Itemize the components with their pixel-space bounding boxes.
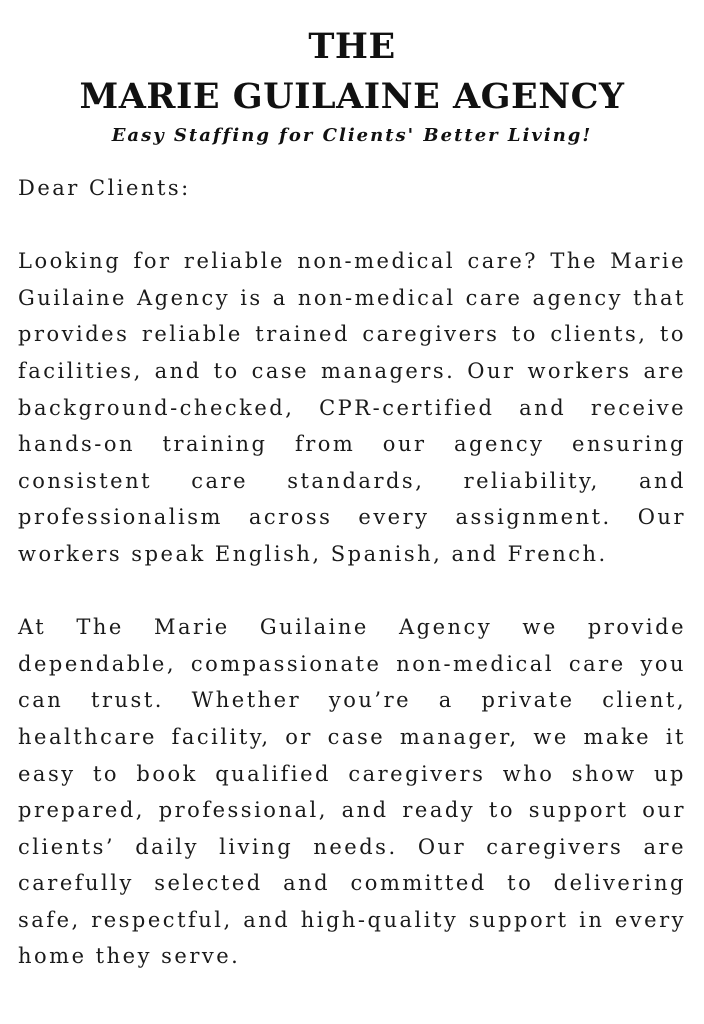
paragraph-intro: Looking for reliable non-medical care? The Marie Guilaine Agency is a non-medical care agency that provides reliable trained caregivers to clients, to facilities, and to case managers. Our workers are background-checked, CPR-certified and receive hands-on training from our agency ensuring consistent care standards, reliability, and professionalism across every assignment. Our workers speak English, Spanish, and French. xyxy=(18,249,686,566)
letter-body xyxy=(18,170,686,1012)
agency-tagline: Easy Staffing for Clients' Better Living! xyxy=(111,125,593,146)
salutation: Dear Clients: xyxy=(18,176,191,200)
agency-title-line-1: THE xyxy=(308,26,396,67)
letterhead xyxy=(0,22,704,148)
agency-title-line-2: MARIE GUILAINE AGENCY xyxy=(79,76,625,117)
paragraph-services: At The Marie Guilaine Agency we provide dependable, compassionate non-medical care you can trust. Whether you’re a private client, healthcare facility, or case manager, we make it easy to book qualified caregivers who show up prepared, professional, and ready to support our clients’ daily living needs. Our caregivers are carefully selected and committed to delivering safe, respectful, and high-quality support in every home they serve. xyxy=(18,615,686,969)
